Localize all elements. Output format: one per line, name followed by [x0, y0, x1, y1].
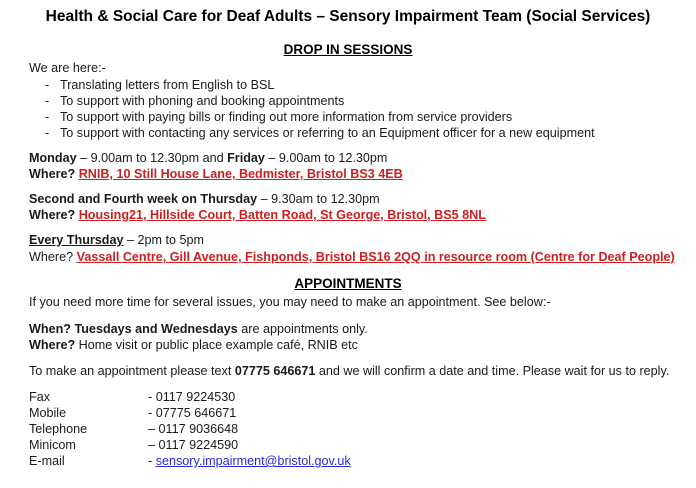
when-suffix: are appointments only.	[237, 322, 368, 336]
contact-value-mobile: - 07775 646671	[148, 406, 237, 420]
bullet-text: To support with paying bills or finding out more information from service providers	[60, 110, 513, 124]
session-where	[29, 208, 486, 222]
list-item	[45, 78, 274, 92]
contact-value-fax: - 0117 9224530	[148, 390, 236, 404]
list-item	[45, 126, 595, 140]
where-label: Where?	[29, 208, 76, 222]
list-item	[45, 94, 344, 108]
where-label: Where?	[29, 250, 74, 264]
session-where	[29, 167, 403, 181]
contact-value-email	[148, 454, 351, 468]
session-address-link[interactable]: RNIB, 10 Still House Lane, Bedmister, Bristol BS3 4EB	[78, 167, 403, 181]
where-label: Where?	[29, 338, 76, 352]
document-title: Health & Social Care for Deaf Adults – Sensory Impairment Team (Social Services)	[45, 8, 651, 25]
bullet-text: To support with phoning and booking appointments	[60, 94, 345, 108]
bullet-text: Translating letters from English to BSL	[60, 78, 275, 92]
appointments-intro: If you need more time for several issues, you may need to make an appointment. See below:-	[29, 295, 551, 309]
contact-value-telephone: – 0117 9036648	[148, 422, 239, 436]
session-hours: – 9.30am to 12.30pm	[257, 192, 380, 206]
contact-label-fax: Fax	[29, 390, 50, 404]
session-day: Every Thursday	[29, 233, 124, 247]
session-time	[29, 233, 204, 247]
session-hours: – 2pm to 5pm	[123, 233, 205, 247]
contact-label-email: E-mail	[29, 454, 65, 468]
when-label: When?	[29, 322, 71, 336]
appointments-heading: APPOINTMENTS	[294, 276, 402, 291]
where-value: Home visit or public place example café, RNIB etc	[75, 338, 358, 352]
session-where	[29, 250, 675, 264]
where-label: Where?	[29, 167, 76, 181]
bullet-marker: -	[45, 78, 50, 92]
appointments-text-instructions	[29, 364, 669, 378]
contact-label-telephone: Telephone	[29, 422, 88, 436]
contact-value-minicom: – 0117 9224590	[148, 438, 239, 452]
session-time	[29, 151, 387, 165]
appointments-when	[29, 322, 368, 336]
drop-in-heading: DROP IN SESSIONS	[283, 42, 413, 57]
bullet-marker: -	[45, 94, 50, 108]
session-time	[29, 192, 380, 206]
contact-label-minicom: Minicom	[29, 438, 76, 452]
session-hours: – 9.00am to 12.30pm and	[76, 151, 228, 165]
session-hours: – 9.00am to 12.30pm	[264, 151, 388, 165]
session-address-link[interactable]: Vassall Centre, Gill Avenue, Fishponds, Bristol BS16 2QQ in resource room (Centre for Deaf People)	[76, 250, 675, 264]
list-item	[45, 110, 512, 124]
bullet-marker: -	[45, 110, 50, 124]
text-suffix: and we will confirm a date and time. Please wait for us to reply.	[315, 364, 670, 378]
session-day: Second and Fourth week on Thursday	[29, 192, 258, 206]
email-link[interactable]: sensory.impairment@bristol.gov.uk	[155, 454, 351, 468]
email-dash: -	[148, 454, 156, 468]
bullet-text: To support with contacting any services or referring to an Equipment officer for a new equipment	[60, 126, 595, 140]
session-address-link[interactable]: Housing21, Hillside Court, Batten Road, St George, Bristol, BS5 8NL	[78, 208, 486, 222]
session-day: Friday	[227, 151, 265, 165]
session-day: Monday	[29, 151, 77, 165]
contact-label-mobile: Mobile	[29, 406, 67, 420]
bullet-marker: -	[45, 126, 50, 140]
when-value: Tuesdays and Wednesdays	[74, 322, 238, 336]
text-prefix: To make an appointment please text	[29, 364, 235, 378]
appointments-where	[29, 338, 358, 352]
text-number: 07775 646671	[234, 364, 316, 378]
drop-in-intro: We are here:-	[29, 61, 106, 75]
